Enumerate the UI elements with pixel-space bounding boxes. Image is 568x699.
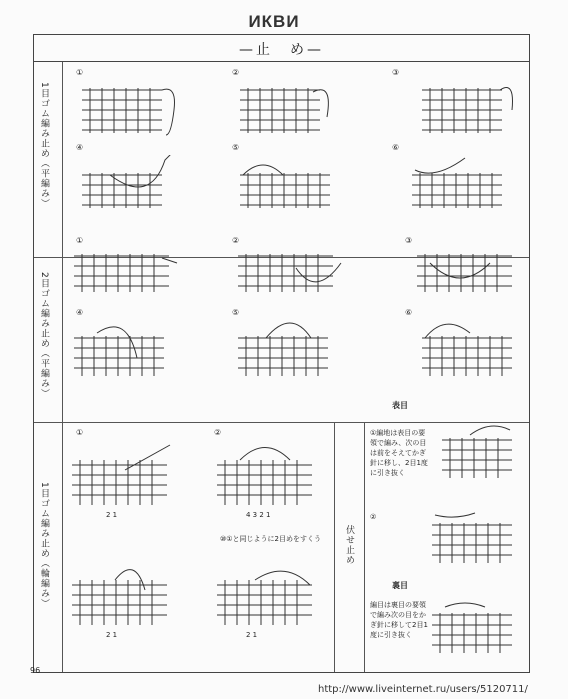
label-column-1 xyxy=(34,62,63,257)
panel-number: ⑥ xyxy=(405,308,413,317)
knit-diagram-s1-6 xyxy=(410,155,510,213)
bind-off-diagram-2 xyxy=(430,505,520,565)
knit-diagram-s1-4 xyxy=(80,155,180,213)
panel-number: ② xyxy=(232,236,240,245)
panel-number: ③ xyxy=(405,236,413,245)
knit-diagram-s2-1 xyxy=(72,248,182,298)
panel-number: ① xyxy=(76,68,84,77)
stitch-index: 4 3 2 1 xyxy=(246,511,271,519)
knit-diagram-s3-3 xyxy=(70,560,180,630)
instruction-note-1: ①編地は表目の要領で編み、次の目は前をそえてかぎ針に移し、2目1度に引き抜く xyxy=(370,429,428,477)
source-url[interactable]: http://www.liveinternet.ru/users/5120711/ xyxy=(318,684,528,695)
knit-diagram-s1-1 xyxy=(80,80,180,138)
section-label-3: 1目ゴム編み止め（輪編み） xyxy=(39,482,49,609)
stitch-index: 2 1 xyxy=(106,631,118,639)
panel-number: ④ xyxy=(76,143,84,152)
page-number: 96 xyxy=(30,666,41,675)
knit-diagram-s1-2 xyxy=(238,80,338,138)
instruction-note: ⑩①と同じように2目めをすくう xyxy=(220,535,322,543)
vertical-divider-2 xyxy=(364,422,365,672)
knit-diagram-s2-5 xyxy=(236,318,336,380)
label-column-2 xyxy=(34,257,63,422)
page-header: ИКВИ xyxy=(248,12,300,31)
knit-diagram-s1-5 xyxy=(238,155,338,213)
section-title: —止 め— xyxy=(239,42,324,58)
knit-diagram-s3-4 xyxy=(215,560,325,630)
section-label-1: 1目ゴム編み止め（平編み） xyxy=(39,82,49,209)
label-column-3 xyxy=(34,422,63,672)
panel-number: ① xyxy=(76,428,84,437)
vertical-divider xyxy=(334,422,335,672)
knit-diagram-s2-3 xyxy=(415,248,515,298)
panel-number: ⑤ xyxy=(232,143,240,152)
knit-diagram-s2-2 xyxy=(236,248,346,298)
knit-diagram-s1-3 xyxy=(420,80,520,138)
bind-off-diagram-1 xyxy=(440,420,520,480)
stitch-index: 2 1 xyxy=(246,631,258,639)
fuse-label: 伏せ止め xyxy=(344,525,354,565)
ura-label: 裏目 xyxy=(392,581,408,590)
title-divider xyxy=(34,61,529,62)
panel-number: ② xyxy=(232,68,240,77)
stitch-index: 2 1 xyxy=(106,511,118,519)
knit-diagram-s3-2 xyxy=(215,440,325,510)
instruction-note-3: 編目は裏目の要領で編み次の目をかぎ針に移して2目1度に引き抜く xyxy=(370,601,428,639)
section-label-2: 2目ゴム編み止め（平編み） xyxy=(39,272,49,399)
knit-diagram-s2-6 xyxy=(420,318,520,380)
knit-diagram-s2-4 xyxy=(72,318,172,380)
panel-number: ① xyxy=(76,236,84,245)
panel-number: ③ xyxy=(392,68,400,77)
instruction-note-2: ② xyxy=(370,513,377,521)
panel-number: ② xyxy=(214,428,222,437)
omote-label: 表目 xyxy=(392,401,408,410)
panel-number: ④ xyxy=(76,308,84,317)
bind-off-diagram-3 xyxy=(430,595,520,655)
panel-number: ⑥ xyxy=(392,143,400,152)
panel-number: ⑤ xyxy=(232,308,240,317)
knit-diagram-s3-1 xyxy=(70,440,180,510)
